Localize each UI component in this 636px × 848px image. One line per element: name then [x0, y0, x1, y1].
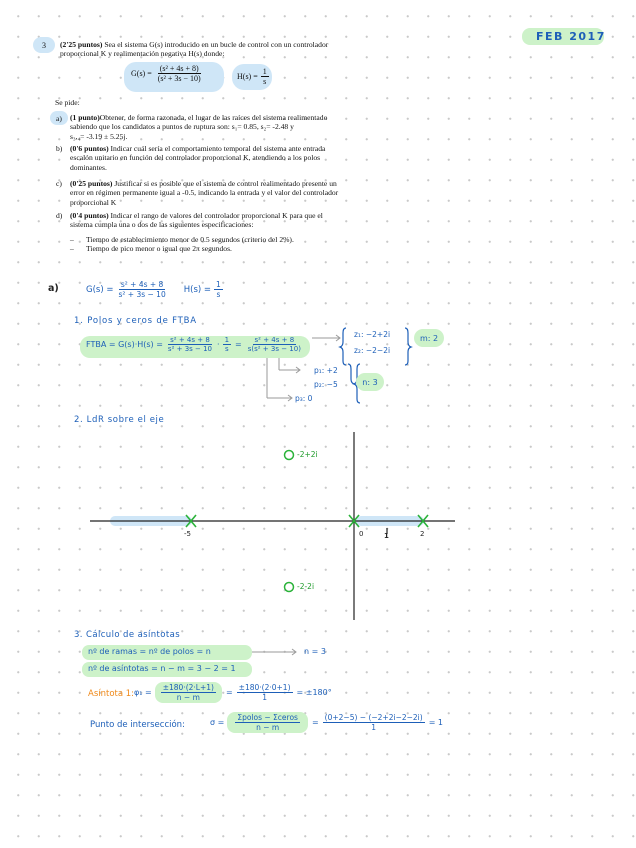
tick-label-0: 0 — [359, 530, 364, 538]
item-c — [70, 179, 370, 207]
asintota-1-label: Asíntota 1: — [88, 689, 135, 699]
spec-item-text: Tiempo de establecimiento menor de 0.5 segundos (criterio del 2%). — [86, 235, 294, 244]
pole-1: p₁: +2 — [314, 366, 338, 375]
ftba-numerator-2: 1 — [224, 336, 230, 344]
item-c-letter: c) — [56, 179, 62, 188]
solution-g — [86, 280, 223, 299]
ftba-numerator-1: s² + 4s + 8 — [170, 336, 210, 344]
ftba-fraction-1 — [166, 336, 214, 353]
problem-points: (2'25 puntos) — [60, 40, 103, 49]
section-3-title: 3. Cálculo de asíntotas — [74, 630, 181, 640]
phi-equals: = — [225, 688, 233, 697]
ramas-label: nº de ramas = nº de polos = n — [88, 647, 211, 656]
item-d-line2: sistema cumpla una o dos de las siguientes especificaciones: — [70, 220, 254, 230]
locus-segment-right-highlight — [356, 516, 424, 526]
item-c-line2: error en régimen permanente igual a -0.5, indicando la entrada y el valor del controlador — [70, 188, 339, 198]
se-pide: Se pide: — [55, 98, 80, 107]
problem-number: 3 — [42, 40, 46, 50]
phi-fraction-1 — [155, 682, 222, 703]
sigma-equals: = — [311, 718, 319, 727]
sigma-label: σ = — [210, 718, 225, 727]
spec-item: – Tiempo de establecimiento menor de 0.5 segundos (criterio del 2%). — [70, 235, 294, 244]
sigma-denominator-1: n − m — [256, 723, 280, 732]
ftba-denominator-1: s² + 3s − 10 — [167, 345, 213, 353]
item-c-line3: proporcional K — [70, 197, 117, 207]
item-b-line3: dominantes. — [70, 162, 107, 172]
phi-denominator-1: n − m — [176, 693, 200, 702]
h-formula-numerator: 1 — [262, 67, 267, 76]
solution-g-fraction — [116, 280, 167, 299]
item-d-letter: d) — [56, 211, 63, 220]
pole-marker — [186, 515, 196, 527]
tick-label-minus5: -5 — [184, 530, 191, 538]
h-formula-fraction — [261, 67, 269, 86]
locus-segment-left-highlight — [110, 516, 192, 526]
item-d — [70, 211, 370, 230]
item-b-letter: b) — [56, 144, 63, 153]
ftba-denominator-3: s(s² + 3s − 10) — [247, 345, 301, 353]
sigma-result: = 1 — [428, 718, 444, 727]
item-a — [70, 113, 370, 141]
problem-intro-line1: Sea el sistema G(s) introducido en un bucle de control con un controlador — [104, 40, 329, 49]
solution-part-label: a) — [48, 283, 59, 294]
zero-marker-bottom — [285, 583, 294, 592]
m-count-text: m: 2 — [419, 333, 439, 343]
item-a-line3: s₃,₄= -3.19 ± 5.25j. — [70, 131, 128, 141]
sigma-denominator-2: 1 — [371, 723, 377, 732]
phi-result: = ±180° — [296, 688, 332, 697]
zero-top-label: -2+2i — [297, 450, 318, 459]
solution-h-denominator: s — [216, 290, 221, 299]
ftba-label: FTBA = G(s)·H(s) = — [86, 340, 163, 349]
solution-h-numerator: 1 — [216, 280, 221, 289]
g-formula — [131, 64, 203, 83]
g-formula-denominator: (s² + 3s − 10) — [157, 74, 201, 83]
sigma-fraction-1 — [227, 712, 308, 733]
h-formula-label: H(s) = — [237, 72, 258, 81]
section-2-title: 2. LdR sobre el eje — [74, 415, 165, 425]
h-formula — [237, 67, 269, 86]
ftba-equals: = — [235, 340, 242, 349]
solution-h-fraction — [214, 280, 223, 299]
problem-intro-line2: proporcional K y realimentación negativa H(s) donde: — [60, 49, 225, 59]
problem-number-badge — [33, 37, 55, 53]
sigma-numerator-2: (0+2−5) − (−2+2i−2−2i) — [324, 713, 423, 722]
item-b-line2: escalón unitario en función del controlador proporcional K, atendiendo a los polos — [70, 153, 321, 163]
tick-label-2: 2 — [420, 530, 425, 538]
ftba-numerator-3: s² + 4s + 8 — [254, 336, 295, 344]
spec-item-text: Tiempo de pico menor o igual que 2π segundos. — [86, 244, 232, 254]
item-d-points: (0'4 puntos) — [70, 211, 109, 220]
solution-g-numerator: s² + 4s + 8 — [120, 280, 164, 289]
item-a-letter: a) — [56, 113, 62, 123]
spec-list — [70, 235, 294, 254]
phi-formula — [134, 682, 332, 703]
g-formula-numerator: (s² + 4s + 8) — [159, 64, 199, 73]
ftba-fraction-2 — [223, 336, 231, 353]
phi-fraction-2 — [237, 683, 293, 702]
ftba-expression — [86, 336, 303, 353]
item-c-points: (0'25 puntos) — [70, 179, 113, 188]
pole-3: p₃: 0 — [295, 394, 313, 403]
h-formula-denominator: s — [263, 77, 267, 86]
pole-2: p₂: −5 — [314, 380, 338, 389]
solution-h-label: H(s) = — [183, 284, 212, 295]
item-b — [70, 144, 370, 172]
g-formula-fraction — [156, 64, 203, 83]
ftba-denominator-2: s — [224, 345, 229, 353]
pole-marker — [349, 515, 359, 527]
n-count-text: n: 3 — [362, 377, 378, 387]
zero-1: z₁: −2+2i — [354, 330, 391, 339]
item-a-line1: Obtener, de forma razonada, el lugar de las raíces del sistema realimentado — [99, 113, 328, 122]
ftba-fraction-3 — [246, 336, 303, 353]
sigma-numerator-1: Σpolos − Σceros — [237, 713, 298, 722]
item-a-badge — [50, 111, 68, 125]
ramas-value: n = 3 — [304, 647, 326, 656]
solution-g-denominator: s² + 3s − 10 — [118, 290, 166, 299]
m-count — [414, 329, 444, 347]
tick-label-1: 1 — [384, 532, 389, 540]
item-c-line1: Justificar si es posible que el sistema de control realimentado presente un — [112, 179, 337, 188]
g-formula-label: G(s) = — [131, 69, 152, 78]
spec-item: – Tiempo de pico menor o igual que 2π segundos. — [70, 244, 232, 254]
sigma-formula — [210, 712, 443, 733]
sigma-fraction-2 — [323, 713, 425, 732]
ftba-times: · — [217, 340, 220, 349]
zero-bottom-label: -2-2i — [297, 582, 315, 591]
asintotas-label: nº de asíntotas = n − m = 3 − 2 = 1 — [88, 664, 236, 673]
phi-denominator-2: 1 — [262, 693, 267, 702]
zero-marker-top — [285, 451, 294, 460]
section-1-title: 1. Polos y ceros de FTBA — [74, 316, 197, 326]
phi-numerator-2: ±180·(2·0+1) — [238, 683, 291, 692]
solution-g-label: G(s) = — [86, 284, 114, 295]
phi-numerator-1: ±180·(2·L+1) — [162, 683, 214, 692]
item-b-points: (0'6 puntos) — [70, 144, 109, 153]
phi-label: φ₁ = — [134, 688, 152, 697]
interseccion-label: Punto de intersección: — [90, 720, 185, 730]
pole-marker — [418, 515, 428, 527]
item-a-points: (1 punto) — [70, 113, 100, 122]
item-d-line1: Indicar el rango de valores del controlador proporcional K para que el — [108, 211, 323, 220]
zero-2: z₂: −2−2i — [354, 346, 391, 355]
header-date-text: FEB 2017 — [536, 30, 606, 43]
n-count — [356, 373, 384, 391]
item-b-line1: Indicar cuál sería el comportamiento temporal del sistema ante entrada — [108, 144, 326, 153]
item-a-line2: sabiendo que los candidatos a puntos de ruptura son: s₁= 0.85, s₂= -2.48 y — [70, 122, 294, 132]
problem-intro — [60, 40, 420, 59]
